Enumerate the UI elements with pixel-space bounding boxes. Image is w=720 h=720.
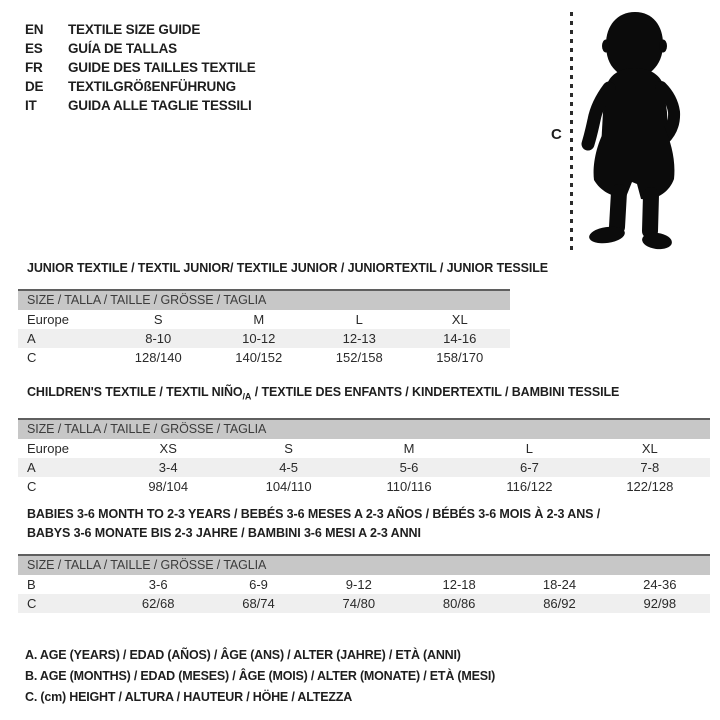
row-value: 158/170 bbox=[436, 350, 484, 365]
table-title-text: BABYS 3-6 MONATE BIS 2-3 JAHRE / BAMBINI 3-6 MESI A 2-3 ANNI bbox=[27, 526, 421, 540]
guide-title-it: GUIDA ALLE TAGLIE TESSILI bbox=[68, 98, 252, 113]
table-title-subscript: /A bbox=[242, 391, 252, 402]
row-value: 6-9 bbox=[249, 577, 268, 592]
height-dotted-line bbox=[570, 12, 573, 250]
guide-title-en: TEXTILE SIZE GUIDE bbox=[68, 22, 201, 37]
row-value: 80/86 bbox=[442, 596, 476, 611]
footnote-age-years: A. AGE (YEARS) / EDAD (AÑOS) / ÂGE (ANS) / ALTER (JAHRE) / ETÀ (ANNI) bbox=[25, 648, 461, 662]
language-code: ES bbox=[25, 41, 43, 56]
row-value: 6-7 bbox=[520, 459, 539, 475]
row-value: 5-6 bbox=[399, 459, 419, 475]
row-label: B bbox=[27, 577, 36, 592]
row-label: A bbox=[27, 331, 36, 346]
table-title-text: BABIES 3-6 MONTH TO 2-3 YEARS / BEBÉS 3-6 MESES A 2-3 AÑOS / BÉBÉS 3-6 MOIS À 2-3 ANS / bbox=[27, 507, 601, 521]
language-row-fr bbox=[25, 58, 256, 77]
table-row bbox=[18, 439, 710, 458]
row-value: 122/128 bbox=[626, 478, 674, 494]
row-value: 152/158 bbox=[335, 350, 383, 365]
row-value: 92/98 bbox=[643, 596, 677, 611]
row-value: 86/92 bbox=[543, 596, 576, 611]
table-title bbox=[27, 505, 710, 524]
table-row bbox=[18, 458, 710, 477]
row-value: 3-6 bbox=[148, 577, 168, 592]
language-row-es bbox=[25, 39, 256, 58]
language-row-en bbox=[25, 20, 256, 39]
language-code: EN bbox=[25, 22, 44, 37]
language-row-de bbox=[25, 77, 256, 96]
row-value: M bbox=[253, 312, 265, 327]
size-header-bar bbox=[18, 418, 710, 439]
row-value: L bbox=[525, 440, 534, 456]
row-value: L bbox=[355, 312, 363, 327]
row-value: XS bbox=[159, 440, 177, 456]
table-row bbox=[18, 348, 510, 367]
row-value: M bbox=[403, 440, 415, 456]
row-value: 24-36 bbox=[643, 577, 677, 592]
table-row bbox=[18, 477, 710, 496]
table-row bbox=[18, 575, 710, 594]
row-label: A bbox=[27, 459, 36, 475]
row-value: XL bbox=[641, 440, 658, 456]
row-value: 18-24 bbox=[542, 577, 577, 592]
toddler-silhouette-icon bbox=[577, 8, 687, 252]
size-header-bar bbox=[18, 289, 510, 310]
footnote-age-months: B. AGE (MONTHS) / EDAD (MESES) / ÂGE (MOIS) / ALTER (MONATE) / ETÀ (MESI) bbox=[25, 669, 496, 683]
row-value: 9-12 bbox=[345, 577, 372, 592]
row-value: 140/152 bbox=[235, 350, 283, 365]
size-header-label: SIZE / TALLA / TAILLE / GRÖSSE / TAGLIA bbox=[27, 293, 267, 307]
row-value: 4-5 bbox=[279, 459, 298, 475]
guide-title-es: GUÍA DE TALLAS bbox=[68, 41, 177, 56]
size-header-label: SIZE / TALLA / TAILLE / GRÖSSE / TAGLIA bbox=[27, 558, 267, 572]
row-value: 14-16 bbox=[443, 331, 477, 346]
row-value: 128/140 bbox=[134, 350, 182, 365]
language-code: IT bbox=[25, 98, 37, 113]
row-value: S bbox=[284, 440, 293, 456]
table-title bbox=[27, 259, 548, 278]
row-label: C bbox=[27, 596, 37, 611]
language-list bbox=[25, 20, 256, 115]
row-label: Europe bbox=[27, 440, 69, 456]
table-title-text: JUNIOR TEXTILE / TEXTIL JUNIOR/ TEXTILE JUNIOR / JUNIORTEXTIL / JUNIOR TESSILE bbox=[27, 261, 548, 275]
row-value: 104/110 bbox=[265, 478, 312, 494]
row-value: 98/104 bbox=[148, 478, 189, 494]
height-measure-label: C bbox=[551, 126, 562, 143]
row-value: 116/122 bbox=[506, 478, 553, 494]
row-value: 10-12 bbox=[242, 331, 276, 346]
table-title-text: / TEXTILE DES ENFANTS / KINDERTEXTIL / BAMBINI TESSILE bbox=[251, 385, 620, 399]
language-code: DE bbox=[25, 79, 44, 94]
childrens-textile-table bbox=[18, 383, 710, 496]
row-value: 7-8 bbox=[640, 459, 660, 475]
row-value: 8-10 bbox=[145, 331, 172, 346]
babies-textile-table bbox=[18, 505, 710, 613]
footnote-height-cm: C. (cm) HEIGHT / ALTURA / HAUTEUR / HÖHE / ALTEZZA bbox=[25, 690, 353, 704]
row-value: 3-4 bbox=[158, 459, 178, 475]
row-label: Europe bbox=[27, 312, 69, 327]
row-value: 12-13 bbox=[342, 331, 376, 346]
junior-textile-table bbox=[18, 259, 548, 367]
size-header-label: SIZE / TALLA / TAILLE / GRÖSSE / TAGLIA bbox=[27, 421, 267, 436]
row-value: 62/68 bbox=[141, 596, 175, 611]
row-value: S bbox=[153, 312, 163, 327]
row-value: 68/74 bbox=[242, 596, 275, 611]
table-row bbox=[18, 310, 510, 329]
table-row bbox=[18, 594, 710, 613]
language-row-it bbox=[25, 96, 256, 115]
row-label: C bbox=[27, 350, 37, 365]
guide-title-fr: GUIDE DES TAILLES TEXTILE bbox=[68, 60, 256, 75]
language-code: FR bbox=[25, 60, 43, 75]
row-value: XL bbox=[451, 312, 468, 327]
row-value: 12-18 bbox=[442, 577, 476, 592]
table-title bbox=[27, 524, 710, 543]
table-title-text: CHILDREN'S TEXTILE / TEXTIL NIÑO bbox=[27, 385, 243, 399]
row-value: 74/80 bbox=[342, 596, 376, 611]
row-value: 110/116 bbox=[386, 478, 432, 494]
size-header-bar bbox=[18, 554, 710, 575]
height-measure-figure bbox=[545, 6, 700, 254]
row-label: C bbox=[27, 478, 37, 494]
footnotes bbox=[25, 645, 495, 708]
guide-title-de: TEXTILGRÖßENFÜHRUNG bbox=[68, 79, 236, 94]
table-title bbox=[27, 383, 710, 407]
table-row bbox=[18, 329, 510, 348]
